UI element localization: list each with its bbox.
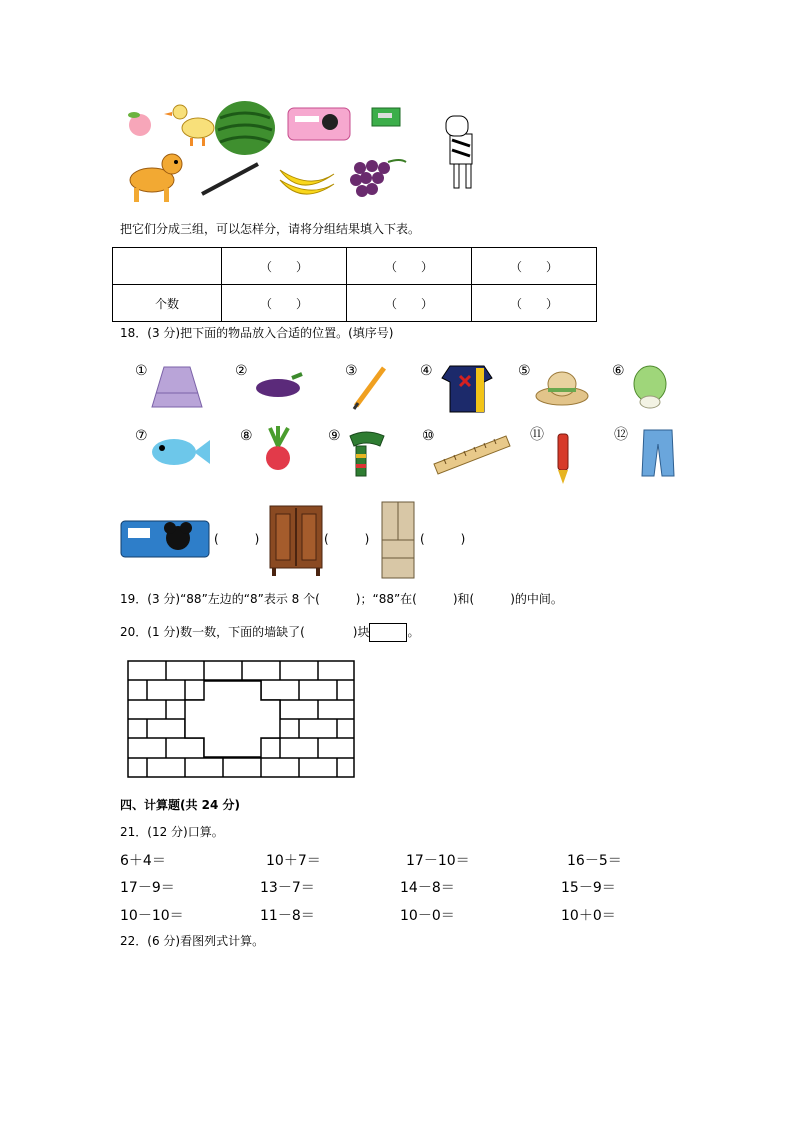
skirt-icon: [150, 365, 206, 411]
item-number: ④: [420, 363, 433, 379]
sharpener-icon: [372, 108, 400, 126]
table-cell[interactable]: （ ）: [347, 248, 472, 285]
refrigerator-blank[interactable]: ( ): [420, 532, 466, 546]
table-row: [113, 248, 597, 285]
item-number: ⑫: [614, 427, 628, 443]
zebra-icon: [446, 116, 472, 188]
brick-answer-box[interactable]: [369, 623, 407, 642]
refrigerator-icon: [380, 500, 416, 580]
q17-instruction: 把它们分成三组，可以怎样分，请将分组结果填入下表。: [120, 222, 421, 236]
grapes-icon: [350, 160, 406, 197]
dog-icon: [130, 154, 182, 202]
mental-calc-item: 16－5＝: [567, 853, 622, 869]
mental-calc-item: 13－7＝: [260, 880, 315, 896]
eggplant-icon: [252, 370, 304, 400]
item-number: ⑧: [240, 428, 253, 444]
q19-text: 19．(3 分)“88”左边的“8”表示 8 个( )；“88”在( )和( )的中间。: [120, 592, 563, 606]
mental-calc-item: 11－8＝: [260, 908, 315, 924]
table-cell[interactable]: （ ）: [472, 248, 597, 285]
mental-calc-item: 17－9＝: [120, 880, 175, 896]
q18-title: 18．(3 分)把下面的物品放入合适的位置。(填序号): [120, 326, 394, 340]
wardrobe-blank[interactable]: ( ): [324, 532, 370, 546]
q17-pictures: [120, 98, 500, 208]
mental-calc-item: 10－0＝: [400, 908, 455, 924]
item-number: ⑦: [135, 428, 148, 444]
radish-icon: [258, 424, 298, 474]
brick-wall: [127, 660, 355, 778]
item-number: ⑩: [422, 428, 435, 444]
pen-icon: [552, 432, 576, 486]
pencil-icon: [202, 164, 258, 194]
item-number: ③: [345, 363, 358, 379]
section-title: 四、计算题(共 24 分): [120, 798, 241, 812]
count-label: 个数: [113, 285, 222, 322]
q17-group-table: [112, 247, 597, 322]
mental-calc-item: 6＋4＝: [120, 853, 166, 869]
shirt-icon: [440, 362, 494, 414]
pencil-icon: [350, 364, 390, 410]
mental-calc-item: 15－9＝: [561, 880, 616, 896]
wardrobe-icon: [268, 502, 324, 576]
q20-period: 。: [407, 625, 420, 639]
q22-title: 22．(6 分)看图列式计算。: [120, 934, 265, 948]
table-cell[interactable]: （ ）: [472, 285, 597, 322]
item-number: ②: [235, 363, 248, 379]
mental-calc-item: 14－8＝: [400, 880, 455, 896]
q20-question: 20．(1 分)数一数，下面的墙缺了( )块: [120, 625, 370, 639]
jeans-icon: [640, 428, 676, 478]
table-cell[interactable]: （ ）: [222, 248, 347, 285]
pencil-case-icon: [120, 520, 210, 558]
mental-calc-item: 10＋0＝: [561, 908, 616, 924]
q21-title: 21．(12 分)口算。: [120, 825, 224, 839]
hat-icon: [535, 368, 589, 408]
item-number: ①: [135, 363, 148, 379]
mental-calc-item: 17－10＝: [406, 853, 470, 869]
item-number: ⑪: [530, 427, 544, 443]
peach-icon: [128, 112, 151, 136]
table-cell[interactable]: （ ）: [222, 285, 347, 322]
item-number: ⑤: [518, 363, 531, 379]
watermelon-icon: [215, 101, 275, 155]
table-cell[interactable]: [113, 248, 222, 285]
ruler-icon: [432, 428, 512, 476]
table-cell[interactable]: （ ）: [347, 285, 472, 322]
pencil-case-blank[interactable]: ( ): [214, 532, 260, 546]
item-number: ⑨: [328, 428, 341, 444]
item-number: ⑥: [612, 363, 625, 379]
cabbage-icon: [630, 362, 670, 412]
fish-icon: [150, 432, 212, 472]
q17-picture-set: [120, 98, 500, 208]
scarf-icon: [344, 426, 390, 480]
pencil-box-icon: [288, 108, 350, 140]
duck-icon: [164, 105, 214, 146]
mental-calc-item: 10＋7＝: [266, 853, 321, 869]
mental-calc-item: 10－10＝: [120, 908, 184, 924]
table-row: [113, 285, 597, 322]
banana-icon: [280, 170, 334, 194]
q20-text: [120, 623, 419, 642]
